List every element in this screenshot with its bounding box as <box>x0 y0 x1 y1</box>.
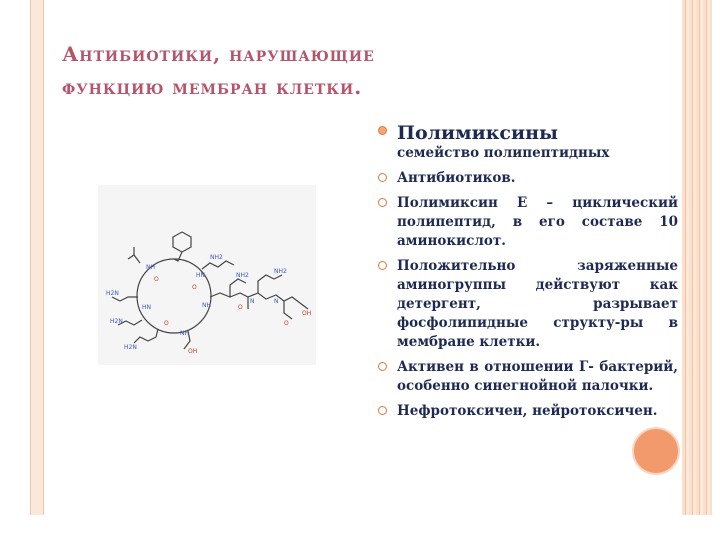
bullet-text: Положительно заряженные аминогруппы действуют как детергент, разрывает фосфолипидные структу-ры в мембране клетки. <box>397 258 678 350</box>
title-line-2: функцию мембран клетки. <box>62 75 363 99</box>
svg-text:O: O <box>164 320 169 327</box>
bullet-text: Активен в отношении Г- бактерий, особенно синегнойной палочки. <box>397 359 678 394</box>
bullet-text: семейство полипептидных <box>397 145 610 161</box>
svg-text:OH: OH <box>302 310 312 317</box>
decorative-orange-circle <box>632 427 680 475</box>
bullet-text: Нефротоксичен, нейротоксичен. <box>397 403 658 419</box>
bullet-list <box>378 122 678 427</box>
bullet-text: Антибиотиков. <box>397 170 516 186</box>
svg-text:NH2: NH2 <box>274 268 287 275</box>
right-border-decoration <box>682 0 712 515</box>
svg-text:H2N: H2N <box>106 290 119 297</box>
svg-text:NH2: NH2 <box>236 272 249 279</box>
svg-text:NH2: NH2 <box>210 254 223 261</box>
svg-text:H2N: H2N <box>110 318 123 325</box>
svg-text:O: O <box>238 304 243 311</box>
title-line-1: Антибиотики, нарушающие <box>62 42 375 66</box>
bullet-text: Полимиксин Е – циклический полипептид, в его составе 10 аминокислот. <box>397 195 678 249</box>
bullet-heading: Полимиксины <box>397 122 559 144</box>
svg-text:HN: HN <box>196 272 205 279</box>
svg-text:OH: OH <box>188 348 198 355</box>
slide-title <box>62 38 662 104</box>
polymyxin-structure-image <box>98 185 316 365</box>
bullet-item-mechanism <box>378 257 678 352</box>
bullet-item-polymyxins <box>378 122 678 163</box>
svg-text:NH: NH <box>202 302 211 309</box>
svg-text:N: N <box>274 298 279 305</box>
bullet-marker <box>378 406 387 415</box>
svg-text:N: N <box>250 298 255 305</box>
svg-text:O: O <box>192 284 197 291</box>
svg-text:O: O <box>154 276 159 283</box>
svg-text:NH: NH <box>146 264 155 271</box>
bullet-marker <box>378 126 387 135</box>
bullet-item-antibiotics <box>378 169 678 188</box>
bullet-marker <box>378 173 387 182</box>
svg-text:HN: HN <box>142 304 151 311</box>
bullet-item-spectrum <box>378 358 678 396</box>
svg-text:H2N: H2N <box>124 344 137 351</box>
bullet-item-polymyxin-e <box>378 194 678 251</box>
svg-text:O: O <box>284 320 289 327</box>
bullet-marker <box>378 362 387 371</box>
left-border-decoration <box>30 0 44 515</box>
bullet-marker <box>378 198 387 207</box>
molecule-diagram <box>98 185 316 365</box>
bullet-item-toxicity <box>378 402 678 421</box>
bullet-marker <box>378 261 387 270</box>
svg-text:NH: NH <box>180 330 189 337</box>
